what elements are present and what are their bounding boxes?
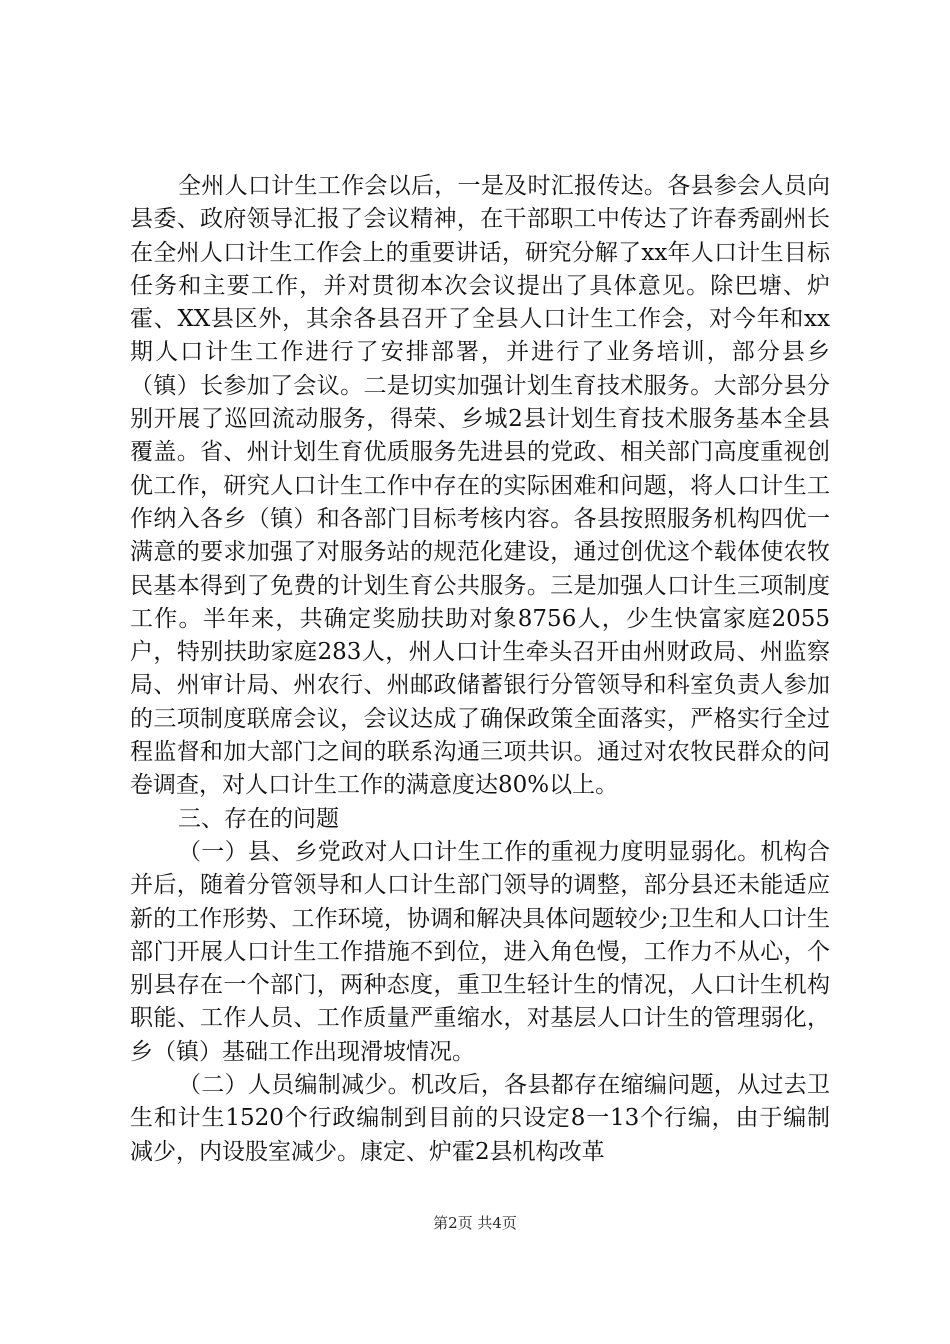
section-heading: 三、存在的问题: [178, 805, 339, 832]
page-footer: 第2页 共4页: [433, 1214, 517, 1232]
issue-paragraph-1: （一）县、乡党政对人口计生工作的重视力度明显弱化。机构合并后，随着分管领导和人口计生部门领导的调整，部分县还未能适应新的工作形势、工作环境，协调和解决具体问题较少;卫生和人口计生部门开展人口计生工作措施不到位，进入角色慢，工作力不从心，个别县存在一个部门，两种态度，重卫生轻计生的情况，人口计生机构职能、工作人员、工作质量严重缩水，对基层人口计生的管理弱化，乡（镇）基础工作出现滑坡情况。: [130, 838, 830, 1065]
document-body: [130, 170, 830, 1169]
body-paragraph: 全州人口计生工作会以后，一是及时汇报传达。各县参会人员向县委、政府领导汇报了会议精神，在干部职工中传达了许春秀副州长在全州人口计生工作会上的重要讲话，研究分解了xx年人口计生目标任务和主要工作，并对贯彻本次会议提出了具体意见。除巴塘、炉霍、XX县区外，其余各县召开了全县人口计生工作会，对今年和xx期人口计生工作进行了安排部署，并进行了业务培训，部分县乡（镇）长参加了会议。二是切实加强计划生育技术服务。大部分县分别开展了巡回流动服务，得荣、乡城2县计划生育技术服务基本全县覆盖。省、州计划生育优质服务先进县的党政、相关部门高度重视创优工作，研究人口计生工作中存在的实际困难和问题，将人口计生工作纳入各乡（镇）和各部门目标考核内容。各县按照服务机构四优一满意的要求加强了对服务站的规范化建设，通过创优这个载体使农牧民基本得到了免费的计划生育公共服务。三是加强人口计生三项制度工作。半年来，共确定奖励扶助对象8756人，少生快富家庭2055户，特别扶助家庭283人，州人口计生牵头召开由州财政局、州监察局、州审计局、州农行、州邮政储蓄银行分管领导和科室负责人参加的三项制度联席会议，会议达成了确保政策全面落实，严格实行全过程监督和加大部门之间的联系沟通三项共识。通过对农牧民群众的问卷调查，对人口计生工作的满意度达80%以上。: [130, 173, 830, 799]
issue-paragraph-2: （二）人员编制减少。机改后，各县都存在缩编问题，从过去卫生和计生1520个行政编制到目前的只设定8一13个行编，由于编制减少，内设股室减少。康定、炉霍2县机构改革: [130, 1072, 830, 1165]
